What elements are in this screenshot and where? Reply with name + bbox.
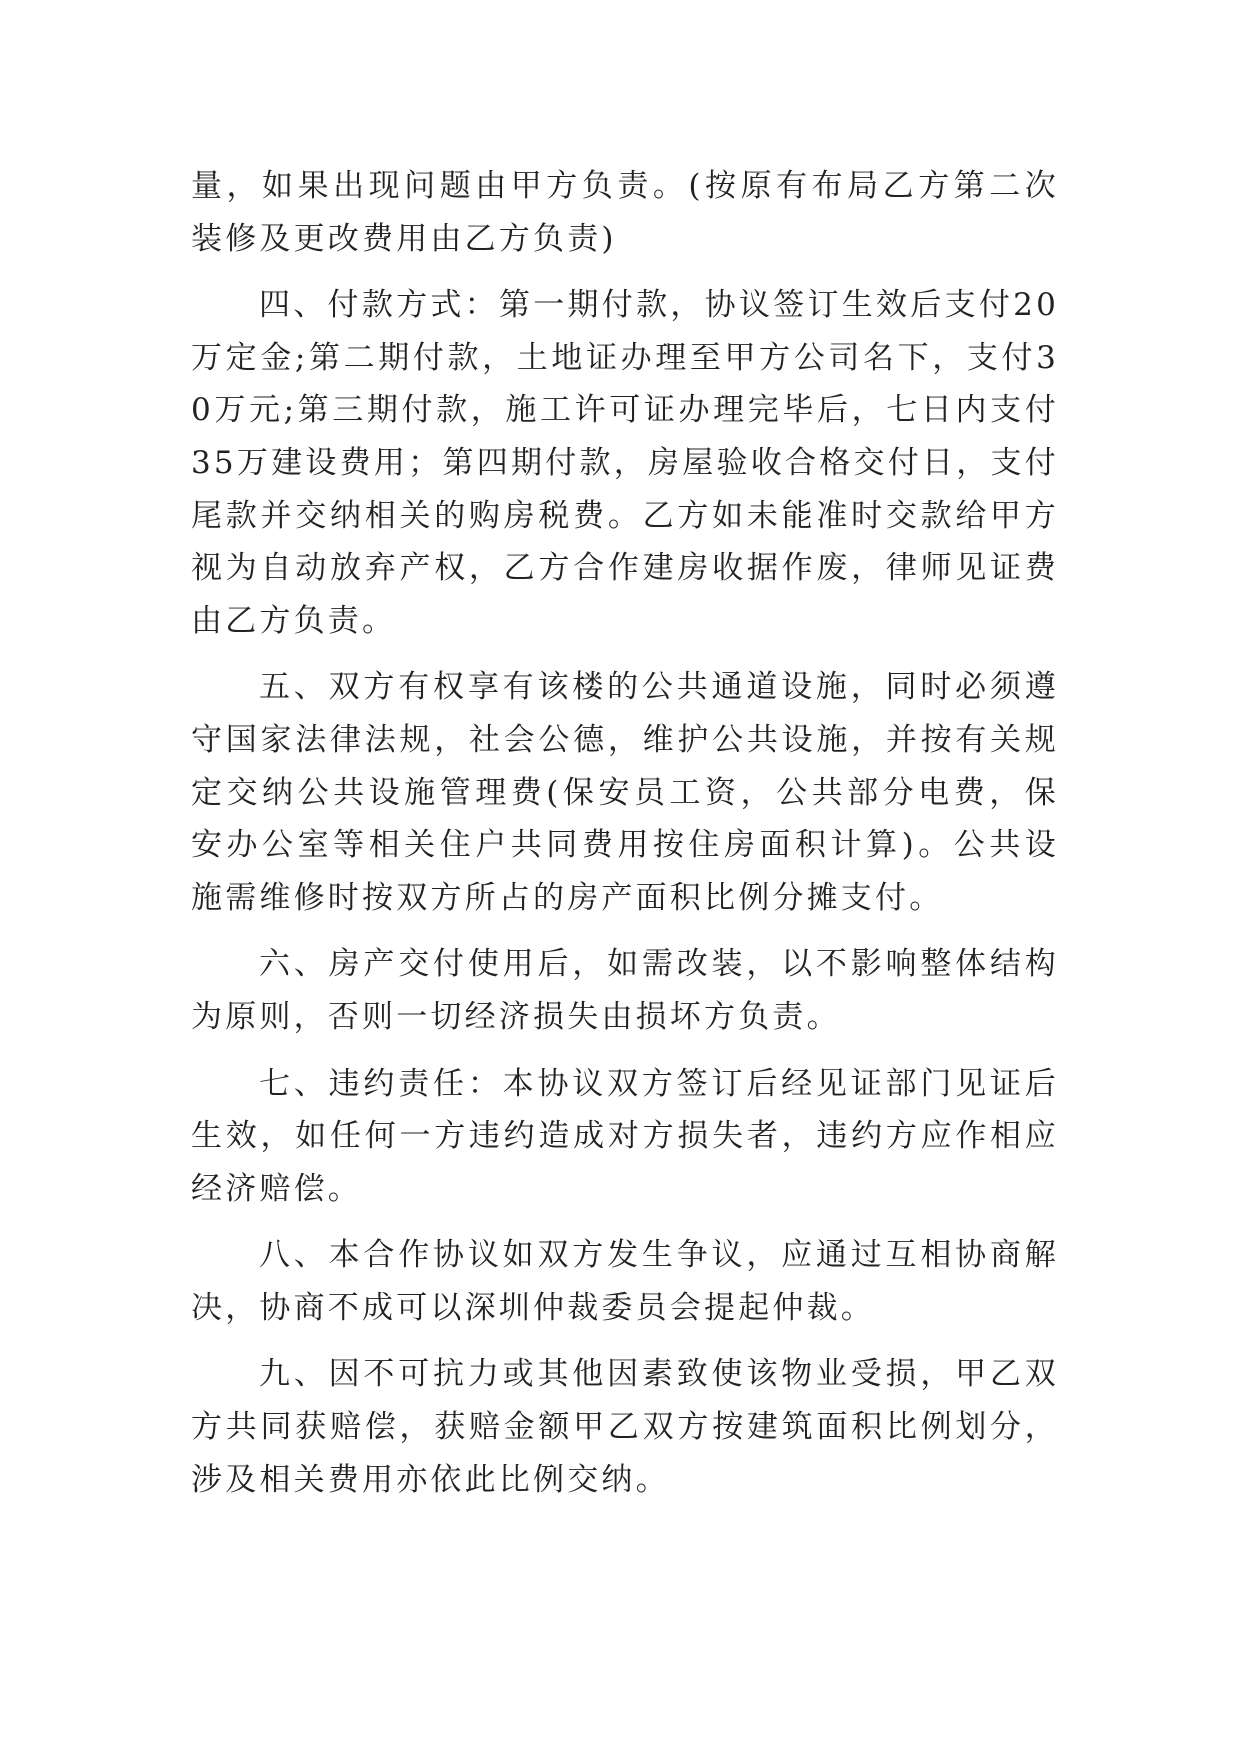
paragraph-clause-6-modification: 六、房产交付使用后，如需改装，以不影响整体结构为原则，否则一切经济损失由损坏方负责。 [191,946,1059,1035]
paragraph-clause-7-liability: 七、违约责任：本协议双方签订后经见证部门见证后生效，如任何一方违约造成对方损失者，违约方应作相应经济赔偿。 [191,1065,1059,1207]
paragraph-clause-5-public-facilities: 五、双方有权享有该楼的公共通道设施，同时必须遵守国家法律法规，社会公德，维护公共设施，并按有关规定交纳公共设施管理费(保安员工资，公共部分电费，保安办公室等相关住户共同费用按住房面积计算)。公共设施需维修时按双方所占的房产面积比例分摊支付。 [191,669,1059,916]
paragraph-continuation: 量，如果出现问题由甲方负责。(按原有布局乙方第二次装修及更改费用由乙方负责) [191,168,1059,257]
document-body [191,160,1059,1506]
paragraph-clause-9-force-majeure: 九、因不可抗力或其他因素致使该物业受损，甲乙双方共同获赔偿，获赔金额甲乙双方按建筑面积比例划分，涉及相关费用亦依此比例交纳。 [191,1356,1059,1498]
paragraph-clause-4-payment: 四、付款方式：第一期付款，协议签订生效后支付20万定金;第二期付款，土地证办理至甲方公司名下，支付30万元;第三期付款，施工许可证办理完毕后，七日内支付35万建设费用；第四期付款，房屋验收合格交付日，支付尾款并交纳相关的购房税费。乙方如未能准时交款给甲方视为自动放弃产权，乙方合作建房收据作废，律师见证费由乙方负责。 [191,287,1059,639]
paragraph-clause-8-dispute: 八、本合作协议如双方发生争议，应通过互相协商解决，协商不成可以深圳仲裁委员会提起仲裁。 [191,1237,1059,1326]
